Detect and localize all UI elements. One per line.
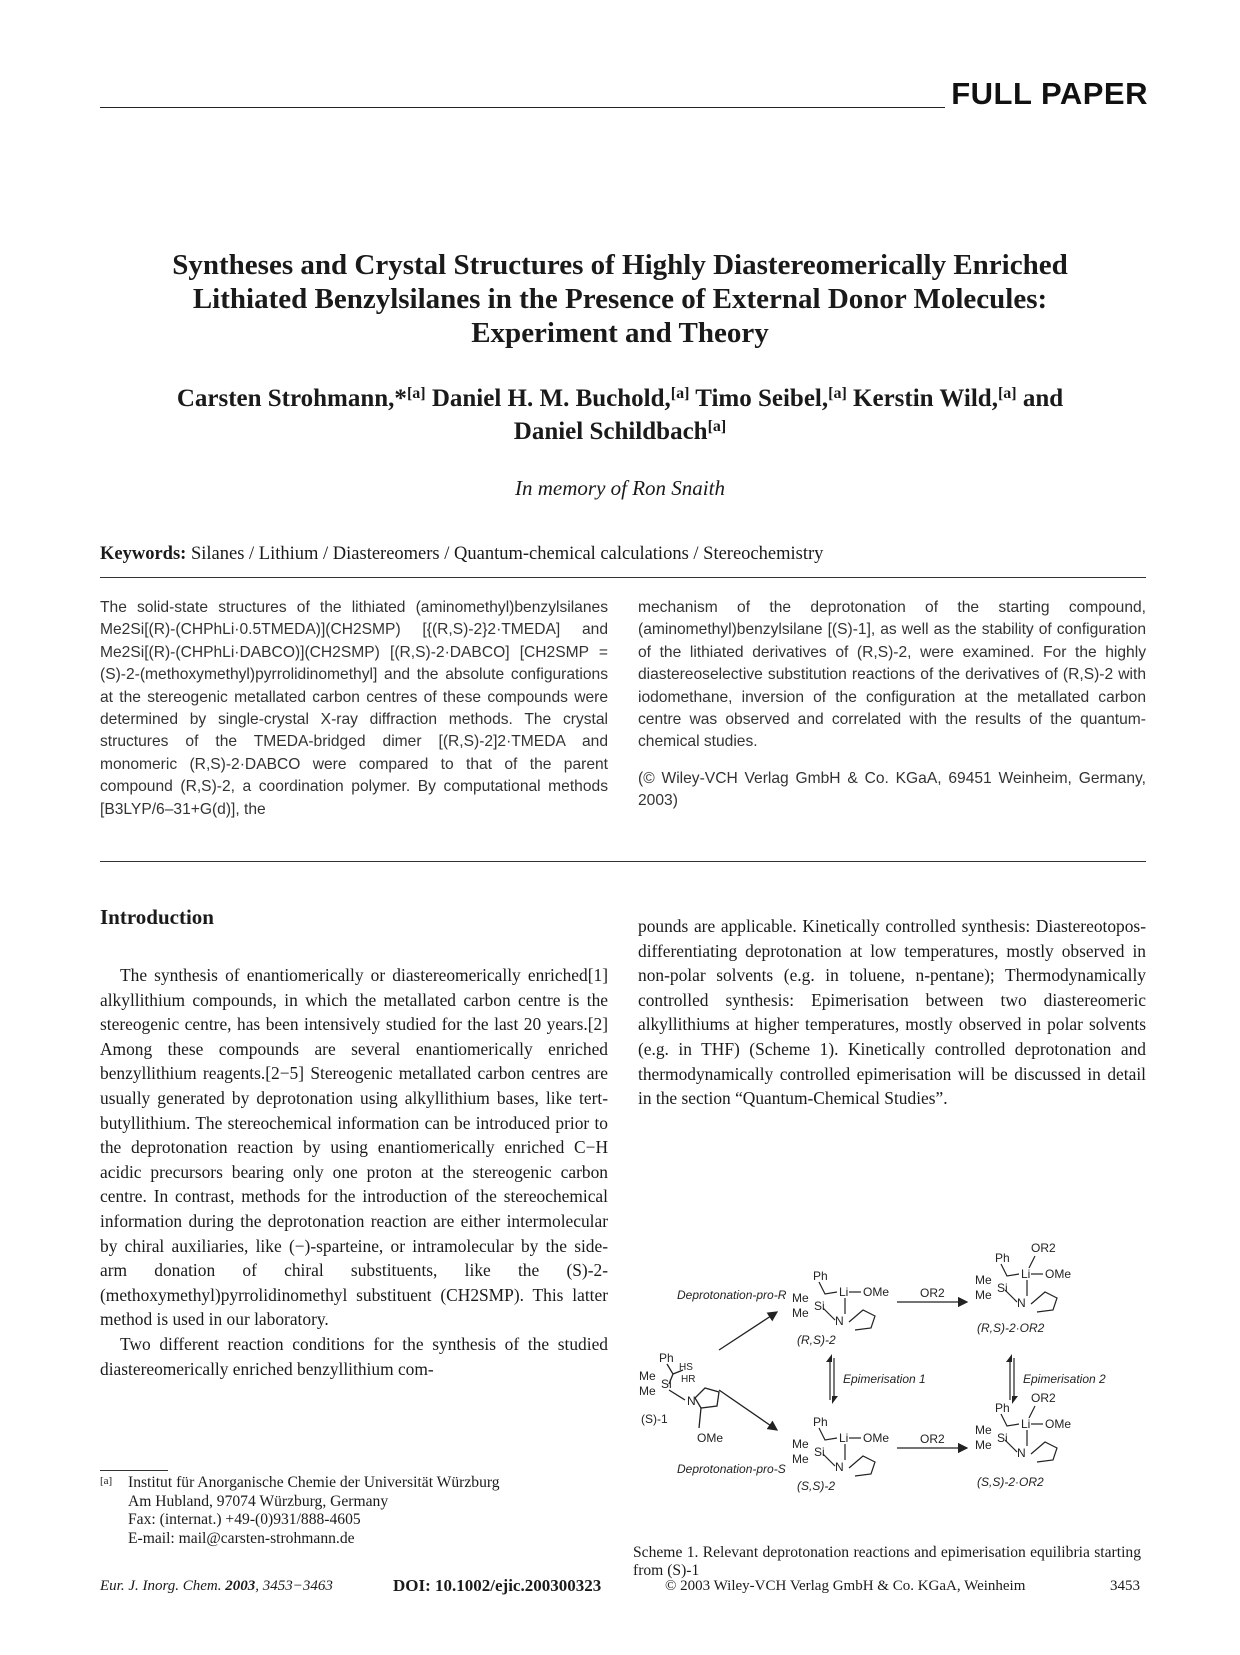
me-label: Me xyxy=(639,1384,656,1398)
n-label: N xyxy=(1017,1296,1026,1310)
footnote-rule xyxy=(100,1470,168,1471)
author-list xyxy=(100,382,1140,448)
me-label: Me xyxy=(975,1423,992,1437)
journal-name: Eur. J. Inorg. Chem. xyxy=(100,1578,222,1594)
me-label: Me xyxy=(792,1306,809,1320)
footnote-line: Fax: (internat.) +49-(0)931/888-4605 xyxy=(128,1511,361,1528)
si-label: Si xyxy=(814,1445,825,1459)
n-label: N xyxy=(687,1394,696,1408)
compound-rs2 xyxy=(792,1269,889,1347)
paragraph: The synthesis of enantiomerically or diastereomerically enriched[1] alkyllithium compounds, in which the metallated carbon centre is the stereogenic centre, has been intensively studied for the last 20 years.[2] Among these compounds are several enantiomerically enriched benzyllithium reagents.[2−5] Stereogenic metallated carbon centres are usually generated by deprotonation using alkyllithium bases, like tert-butyllithium. The stereochemical information can be introduced prior to the deprotonation reaction by using enantiomerically enriched C−H acidic precursors bearing only one proton at the stereogenic carbon centre. In contrast, methods for the introduction of the stereochemical information during the deprotonation reaction are either intermolecular by chiral auxiliaries, like (−)-sparteine, or intramolecular by the side-arm donation of chiral substituents, like the (S)-2-(methoxymethyl)pyrrolidinomethyl substituent (CH2SMP). This latter method is used in our laboratory. xyxy=(100,965,608,1330)
section-heading: Introduction xyxy=(100,905,214,929)
ome-label: OMe xyxy=(1045,1267,1072,1281)
n-label: N xyxy=(835,1314,844,1328)
ph-label: Ph xyxy=(995,1251,1010,1265)
affiliation-mark: [a] xyxy=(707,418,727,435)
compound-label: (R,S)-2·OR2 xyxy=(977,1321,1045,1335)
keywords-label: Keywords: xyxy=(100,544,187,564)
ome-label: OMe xyxy=(863,1431,890,1445)
page-range: 3453−3463 xyxy=(262,1578,333,1594)
paragraph: pounds are applicable. Kinetically controlled synthesis: Diastereotopos-differentiating deprotonation at low temperatures, mostly observed in non-polar solvents (e.g. in toluene, n-pentane); Thermodynamically controlled synthesis: Epimerisation between two diastereomeric alkyllithiums at higher temperatures, mostly observed in polar solvents (e.g. in THF) (Scheme 1). Kinetically controlled deprotonation and thermodynamically controlled epimerisation will be discussed in detail in the section “Quantum-Chemical Studies”. xyxy=(638,916,1146,1109)
keywords xyxy=(100,544,823,565)
abstract-text: mechanism of the deprotonation of the starting compound, (aminomethyl)benzylsilane [(S)-1], as well as the stability of configuration of the lithiated derivatives of (R,S)-2, were examined. For the highly diastereoselective substitution reactions of the derivatives of (R,S)-2 with iodomethane, inversion of the configuration at the metallated carbon centre was observed and correlated with the results of the quantum-chemical studies. xyxy=(638,599,1146,751)
li-label: Li xyxy=(839,1285,849,1299)
affiliation-mark: [a] xyxy=(828,385,847,402)
footnote-line: Am Hubland, 97074 Würzburg, Germany xyxy=(128,1492,389,1510)
li-label: Li xyxy=(1021,1267,1031,1281)
journal-year: 2003 xyxy=(225,1578,256,1594)
reagent-label: OR2 xyxy=(920,1286,945,1300)
hs-label: HS xyxy=(679,1362,693,1373)
si-label: Si xyxy=(997,1431,1008,1445)
title-line: Syntheses and Crystal Structures of Highly Diastereomerically Enriched xyxy=(172,249,1068,281)
abstract-bottom-rule xyxy=(100,861,1146,862)
abstract-text: The solid-state structures of the lithiated (aminomethyl)benzylsilanes Me2Si[(R)-(CHPhLi·0.5TMEDA)](CH2SMP) [{(R,S)-2}2·TMEDA] and Me2Si[(R)-(CHPhLi·DABCO)](CH2SMP) [(R,S)-2·DABCO] [CH2SMP = (S)-2-(methoxymethyl)pyrrolidinomethyl] and the absolute configurations at the stereogenic metallated carbon centres of these compounds were determined by single-crystal X-ray diffraction methods. The crystal structures of the TMEDA-bridged dimer [(R,S)-2]2·TMEDA and monomeric (R,S)-2·DABCO were compared to that of the parent compound (R,S)-2, a coordination polymer. By computational methods [B3LYP/6–31+G(d)], the xyxy=(100,599,608,818)
scheme-1-figure xyxy=(627,1241,1147,1530)
footer-copyright: © 2003 Wiley-VCH Verlag GmbH & Co. KGaA, Weinheim xyxy=(665,1578,1026,1594)
li-label: Li xyxy=(1021,1417,1031,1431)
label-deprotonation-pro-s: Deprotonation-pro-S xyxy=(677,1462,786,1476)
abstract-top-rule xyxy=(100,577,1146,578)
doi: DOI: 10.1002/ejic.200300323 xyxy=(393,1576,602,1595)
body-column-left xyxy=(100,963,608,1381)
compound-ss2-or2 xyxy=(975,1391,1071,1489)
ph-label: Ph xyxy=(995,1401,1010,1415)
ome-label: OMe xyxy=(1045,1417,1072,1431)
abstract-copyright: (© Wiley-VCH Verlag GmbH & Co. KGaA, 69451 Weinheim, Germany, 2003) xyxy=(638,769,1146,810)
si-label: Si xyxy=(997,1281,1008,1295)
reagent-label: OR2 xyxy=(920,1432,945,1446)
compound-label: (R,S)-2 xyxy=(797,1333,836,1347)
title-line: Experiment and Theory xyxy=(471,317,769,349)
compound-rs2-or2 xyxy=(975,1241,1071,1335)
author-name: Timo Seibel, xyxy=(695,385,829,412)
hr-label: HR xyxy=(681,1374,696,1385)
section-tag: FULL PAPER xyxy=(951,76,1148,111)
or2-label: OR2 xyxy=(1031,1241,1056,1255)
compound-label: (S)-1 xyxy=(641,1412,668,1426)
li-label: Li xyxy=(839,1431,849,1445)
compound-ss2 xyxy=(792,1415,889,1493)
footnote-line: E-mail: mail@carsten-strohmann.de xyxy=(128,1529,355,1547)
footer-citation: Eur. J. Inorg. Chem. 2003, 3453−3463 xyxy=(100,1578,333,1594)
paragraph: Two different reaction conditions for the synthesis of the studied diastereomerically enriched benzyllithium com- xyxy=(100,1333,608,1379)
me-label: Me xyxy=(639,1369,656,1383)
affiliation-footnote xyxy=(100,1474,500,1548)
label-deprotonation-pro-r: Deprotonation-pro-R xyxy=(677,1288,787,1302)
affiliation-mark: [a] xyxy=(406,385,426,402)
footnote-mark: [a] xyxy=(100,1475,113,1487)
compound-label: (S,S)-2·OR2 xyxy=(977,1475,1044,1489)
affiliation-mark: [a] xyxy=(997,385,1017,402)
page-number: 3453 xyxy=(1110,1578,1140,1594)
me-label: Me xyxy=(975,1273,992,1287)
n-label: N xyxy=(835,1460,844,1474)
abstract-right xyxy=(638,597,1146,827)
affiliation-mark: [a] xyxy=(670,385,690,402)
me-label: Me xyxy=(792,1437,809,1451)
keywords-list: Silanes / Lithium / Diastereomers / Quantum-chemical calculations / Stereochemistry xyxy=(190,544,824,564)
me-label: Me xyxy=(792,1452,809,1466)
abstract-left xyxy=(100,597,608,835)
ome-label: OMe xyxy=(863,1285,890,1299)
ome-label: OMe xyxy=(697,1431,724,1445)
footnote-line: Institut für Anorganische Chemie der Universität Würzburg xyxy=(128,1474,500,1491)
me-label: Me xyxy=(792,1291,809,1305)
dedication: In memory of Ron Snaith xyxy=(515,476,725,500)
body-column-right xyxy=(638,914,1146,1111)
author-join: and xyxy=(1016,385,1064,412)
si-label: Si xyxy=(661,1377,672,1391)
header-rule xyxy=(100,107,945,108)
n-label: N xyxy=(1017,1446,1026,1460)
author-name: Kerstin Wild, xyxy=(853,385,998,412)
ph-label: Ph xyxy=(813,1415,828,1429)
label-epimerisation-2: Epimerisation 2 xyxy=(1023,1372,1106,1386)
author-name: Daniel Schildbach xyxy=(513,418,708,445)
title-line: Lithiated Benzylsilanes in the Presence of External Donor Molecules: xyxy=(192,283,1048,315)
author-name: Daniel H. M. Buchold, xyxy=(431,385,671,412)
me-label: Me xyxy=(975,1438,992,1452)
author-name: Carsten Strohmann,* xyxy=(176,385,407,412)
ph-label: Ph xyxy=(659,1351,674,1365)
compound-label: (S,S)-2 xyxy=(797,1479,836,1493)
si-label: Si xyxy=(814,1299,825,1313)
ph-label: Ph xyxy=(813,1269,828,1283)
or2-label: OR2 xyxy=(1031,1391,1056,1405)
me-label: Me xyxy=(975,1288,992,1302)
scheme-caption: Scheme 1. Relevant deprotonation reactions and epimerisation equilibria starting from (S)-1 xyxy=(633,1544,1141,1579)
label-epimerisation-1: Epimerisation 1 xyxy=(843,1372,926,1386)
article-title xyxy=(100,248,1140,350)
